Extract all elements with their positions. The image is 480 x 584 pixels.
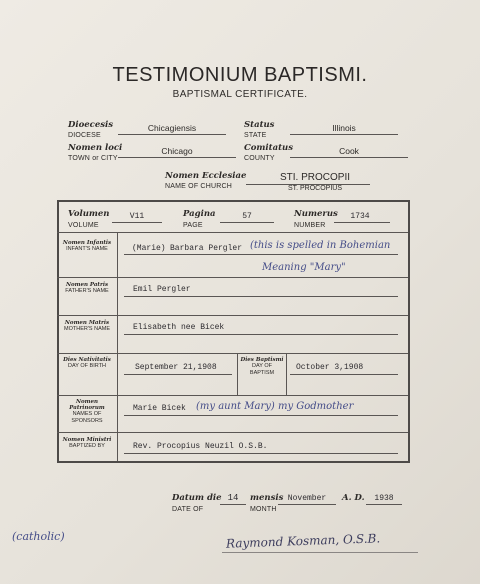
baptism-date-value: October 3,1908 xyxy=(296,363,364,372)
sponsors-handwritten-note: (my aunt Mary) my Godmother xyxy=(196,401,354,412)
infant-underline xyxy=(124,254,398,255)
volume-underline xyxy=(112,222,162,223)
signature-line xyxy=(222,552,418,553)
father-label xyxy=(60,282,114,295)
mensis-label: mensis xyxy=(250,493,284,503)
town-value: Chicago xyxy=(161,146,193,156)
number-label-english: NUMBER xyxy=(294,222,326,229)
infant-label xyxy=(60,240,114,253)
county-value: Cook xyxy=(339,146,359,156)
volume-label-latin: Volumen xyxy=(68,209,110,219)
church-value: STI. PROCOPII xyxy=(279,172,350,183)
county-underline xyxy=(290,157,408,158)
month-label: MONTH xyxy=(250,506,277,513)
town-underline xyxy=(118,157,236,158)
church-label-english: NAME OF CHURCH xyxy=(165,183,232,190)
page-value: 57 xyxy=(242,212,252,221)
row-divider xyxy=(57,353,408,354)
state-value: Illinois xyxy=(332,123,356,133)
day-value: 14 xyxy=(227,493,239,503)
number-value: 1734 xyxy=(350,212,370,221)
page-underline xyxy=(220,222,274,223)
diocese-value: Chicagiensis xyxy=(147,123,197,133)
father-underline xyxy=(124,296,398,297)
town-label-latin: Nomen loci xyxy=(68,143,123,153)
state-underline xyxy=(290,134,398,135)
mother-label-english: MOTHER'S NAME xyxy=(64,326,110,332)
diocese-label-latin: Dioecesis xyxy=(68,120,114,130)
mother-label-latin: Nomen Matris xyxy=(64,320,110,326)
label-column-divider xyxy=(117,232,118,461)
anno-label: A. D. xyxy=(342,493,365,503)
diocese-underline xyxy=(118,134,226,135)
baptism-underline xyxy=(290,374,398,375)
sponsors-label-latin: Nomen Patrinorum xyxy=(69,399,105,411)
mother-name-value: Elisabeth nee Bicek xyxy=(133,323,225,332)
page-label-english: PAGE xyxy=(183,222,203,229)
birth-label xyxy=(60,357,114,370)
father-name-value: Emil Pergler xyxy=(133,285,191,294)
sponsors-label-english: NAMES OF SPONSORS xyxy=(71,411,103,424)
birth-date-value: September 21,1908 xyxy=(135,363,217,372)
year-value: 1938 xyxy=(374,494,394,503)
minister-label xyxy=(60,437,114,450)
birth-underline xyxy=(124,374,232,375)
county-label-english: COUNTY xyxy=(244,155,275,162)
baptism-label-english: DAY OF BAPTISM xyxy=(249,363,275,376)
row-divider xyxy=(57,232,408,233)
birth-label-english: DAY OF BIRTH xyxy=(68,363,106,369)
infant-name-prefix: (Marie) xyxy=(132,244,166,253)
row-divider xyxy=(57,395,408,396)
state-label-latin: Status xyxy=(244,120,275,130)
row-divider xyxy=(57,432,408,433)
state-label-english: STATE xyxy=(244,132,267,139)
datum-label: Datum die xyxy=(172,493,222,503)
margin-note: (catholic) xyxy=(12,530,65,543)
sponsors-label xyxy=(60,399,114,424)
page-label-latin: Pagina xyxy=(183,209,216,219)
father-label-english: FATHER'S NAME xyxy=(65,288,109,294)
infant-handwritten-meaning: Meaning "Mary" xyxy=(262,262,346,273)
volume-label-english: VOLUME xyxy=(68,222,99,229)
baptism-label-latin: Dies Baptismi xyxy=(240,357,284,363)
county-label-latin: Comitatus xyxy=(244,143,293,153)
diocese-label-english: DIOCESE xyxy=(68,132,101,139)
year-underline xyxy=(366,504,402,505)
church-label-latin: Nomen Ecclesiae xyxy=(165,171,247,181)
number-underline xyxy=(334,222,390,223)
baptism-label-divider xyxy=(286,353,287,395)
month-value: November xyxy=(287,494,327,503)
minister-underline xyxy=(124,453,398,454)
birth-label-latin: Dies Nativitatis xyxy=(63,357,111,363)
number-label-latin: Numerus xyxy=(294,209,338,219)
infant-label-latin: Nomen Infantis xyxy=(62,240,112,246)
date-of-label: DATE OF xyxy=(172,506,204,513)
birth-baptism-divider xyxy=(237,353,238,395)
certificate-title: TESTIMONIUM BAPTISMI. xyxy=(112,64,368,86)
infant-name-value: Barbara Pergler xyxy=(170,244,243,253)
infant-label-english: INFANT'S NAME xyxy=(66,246,108,252)
sponsors-underline xyxy=(124,415,398,416)
mother-label xyxy=(60,320,114,333)
baptism-label xyxy=(240,357,284,376)
minister-value: Rev. Procopius Neuzil O.S.B. xyxy=(133,442,268,451)
town-label-english: TOWN or CITY xyxy=(68,155,118,162)
day-underline xyxy=(220,504,246,505)
priest-signature: Raymond Kosman, O.S.B. xyxy=(225,531,381,551)
minister-label-latin: Nomen Ministri xyxy=(62,437,112,443)
infant-handwritten-note: (this is spelled in Bohemian xyxy=(250,240,391,251)
mother-underline xyxy=(124,334,398,335)
father-label-latin: Nomen Patris xyxy=(65,282,109,288)
month-underline xyxy=(278,504,336,505)
volume-value: V11 xyxy=(129,212,145,221)
certificate-subtitle: BAPTISMAL CERTIFICATE. xyxy=(172,89,308,100)
row-divider xyxy=(57,277,408,278)
sponsors-value: Marie Bicek xyxy=(133,404,186,413)
church-value-english: ST. PROCOPIUS xyxy=(287,185,343,192)
minister-label-english: BAPTIZED BY xyxy=(69,443,105,449)
row-divider xyxy=(57,315,408,316)
